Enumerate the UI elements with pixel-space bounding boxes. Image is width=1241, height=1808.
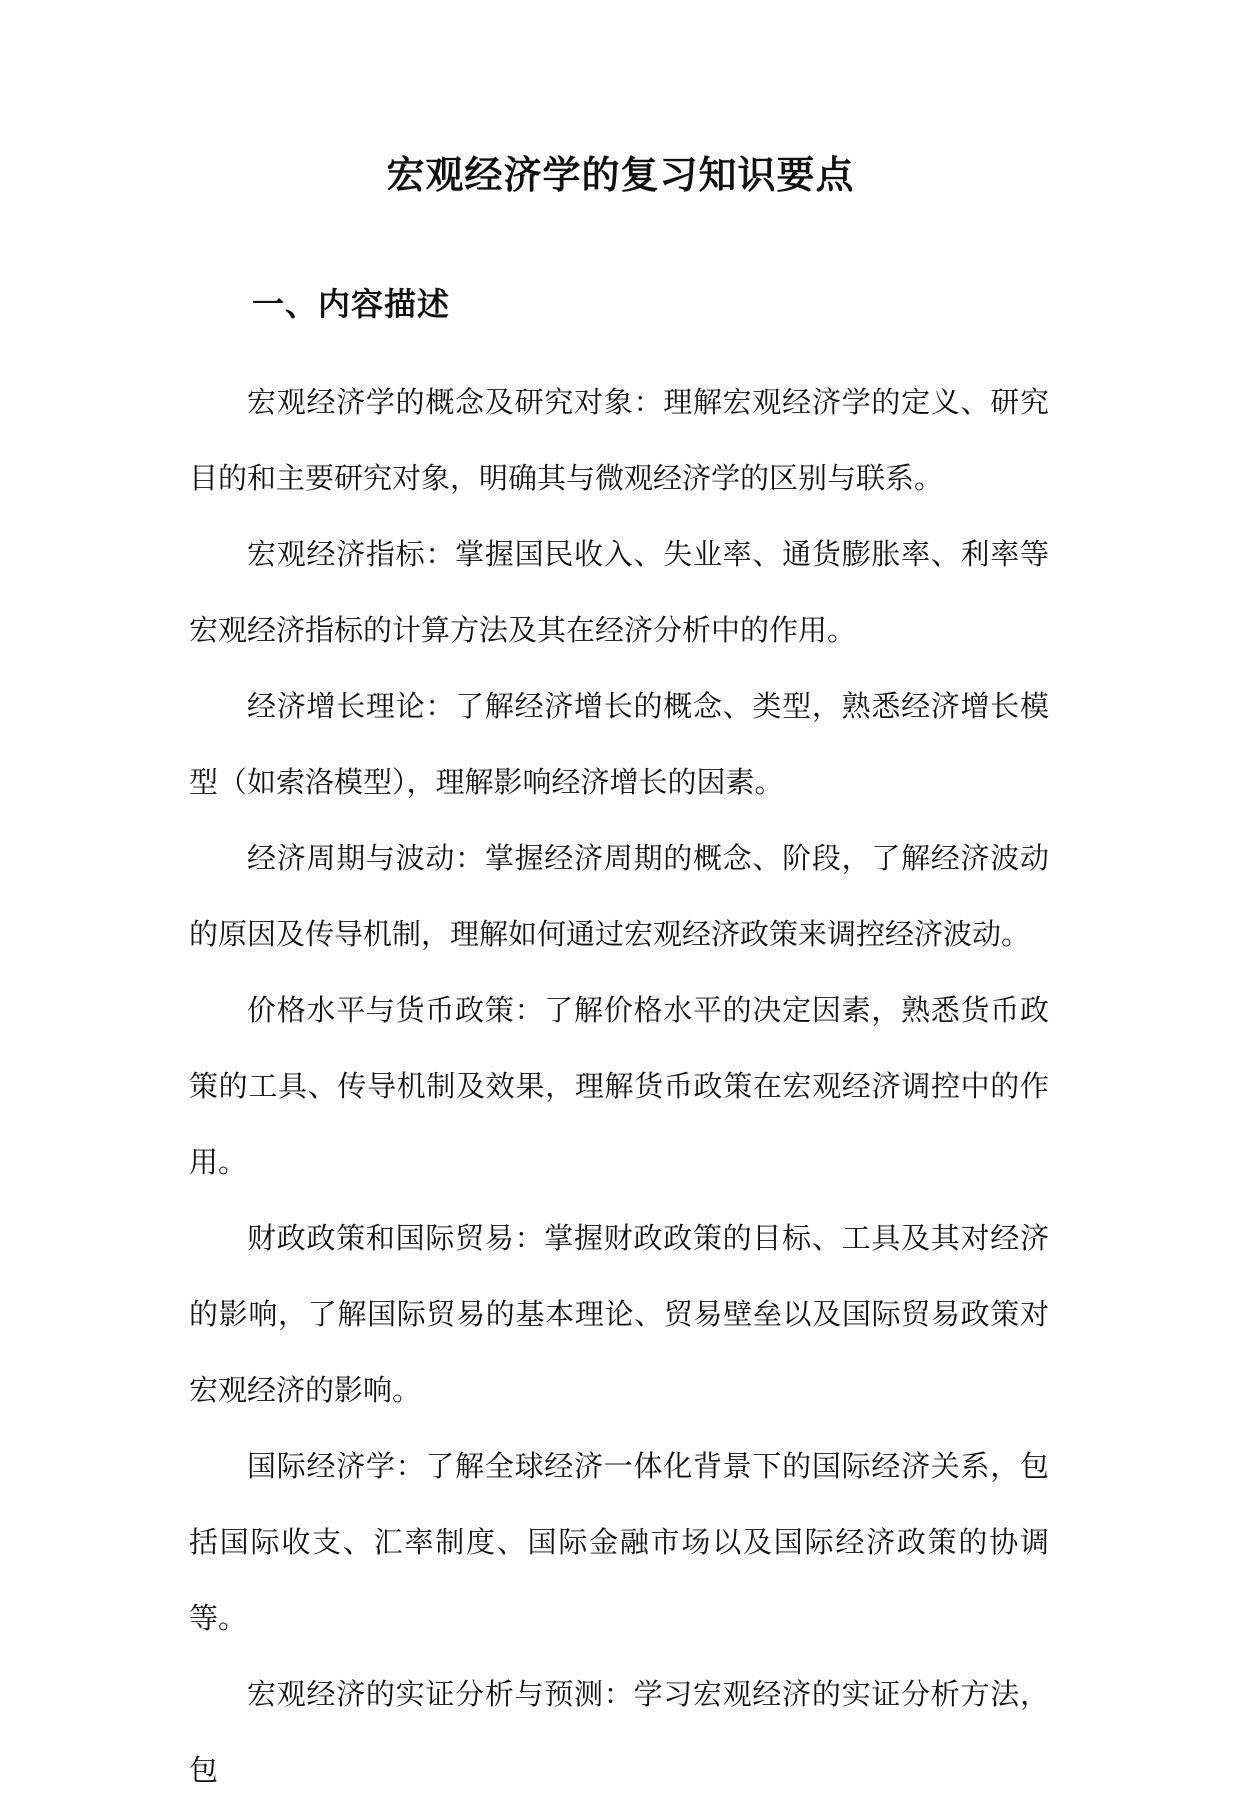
paragraph-growth: 经济增长理论：了解经济增长的概念、类型，熟悉经济增长模型（如索洛模型），理解影响经济增长的因素。 [189, 689, 1049, 799]
paragraph-monetary: 价格水平与货币政策：了解价格水平的决定因素，熟悉货币政策的工具、传导机制及效果，理解货币政策在宏观经济调控中的作用。 [189, 993, 1049, 1179]
paragraph-cycle: 经济周期与波动：掌握经济周期的概念、阶段，了解经济波动的原因及传导机制，理解如何通过宏观经济政策来调控经济波动。 [189, 841, 1049, 951]
paragraph-fiscal-trade: 财政政策和国际贸易：掌握财政政策的目标、工具及其对经济的影响，了解国际贸易的基本理论、贸易壁垒以及国际贸易政策对宏观经济的影响。 [189, 1221, 1049, 1407]
section-heading: 一、内容描述 [252, 285, 451, 323]
paragraph-indicators: 宏观经济指标：掌握国民收入、失业率、通货膨胀率、利率等宏观经济指标的计算方法及其在经济分析中的作用。 [189, 537, 1049, 647]
document-body [189, 364, 1049, 1808]
paragraph-international: 国际经济学：了解全球经济一体化背景下的国际经济关系，包括国际收支、汇率制度、国际金融市场以及国际经济政策的协调等。 [189, 1449, 1049, 1635]
document-title: 宏观经济学的复习知识要点 [386, 152, 855, 197]
paragraph-concept: 宏观经济学的概念及研究对象：理解宏观经济学的定义、研究目的和主要研究对象，明确其与微观经济学的区别与联系。 [189, 385, 1049, 495]
paragraph-empirical: 宏观经济的实证分析与预测：学习宏观经济的实证分析方法，包 [189, 1677, 1049, 1787]
